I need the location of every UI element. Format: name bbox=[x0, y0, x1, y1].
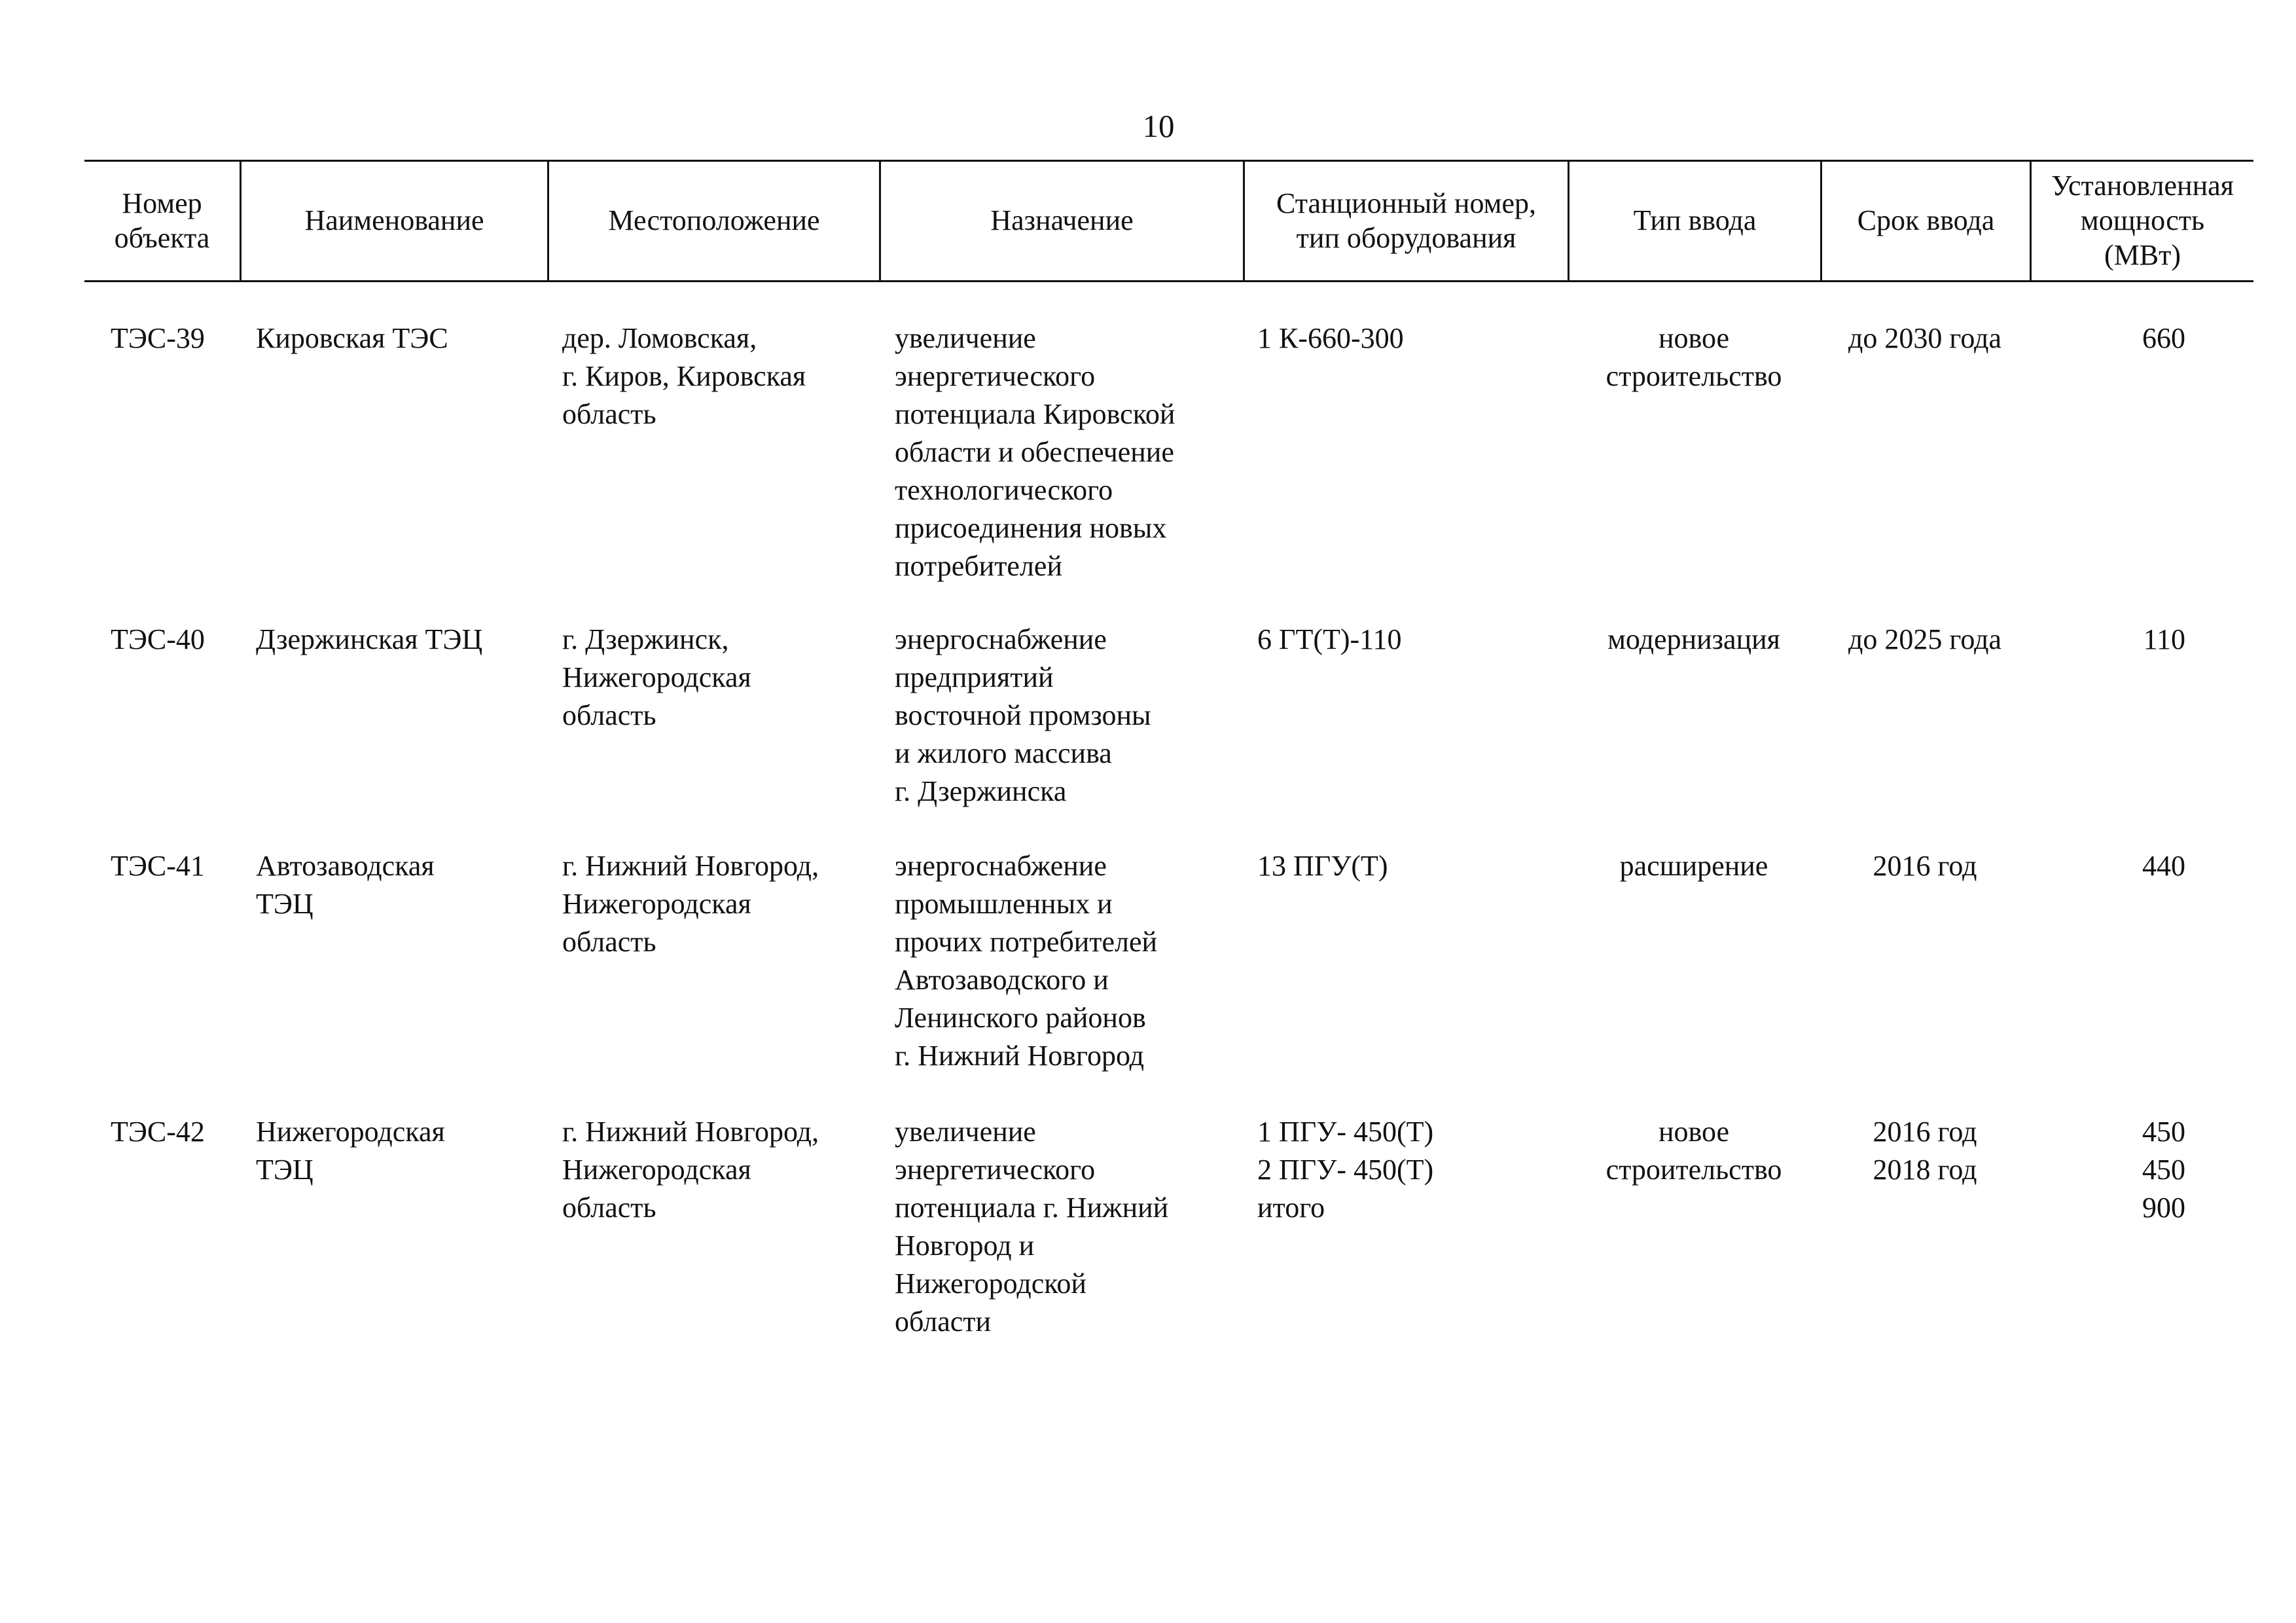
cell-number: ТЭС-41 bbox=[111, 850, 205, 882]
column-header-purpose: Назначение bbox=[879, 162, 1243, 280]
cell-name: Нижегородская ТЭЦ bbox=[256, 1116, 445, 1186]
cell-location: дер. Ломовская, г. Киров, Кировская область bbox=[562, 322, 806, 430]
cell-equipment: 1 К-660-300 bbox=[1257, 322, 1404, 354]
cell-location: г. Дзержинск, Нижегородская область bbox=[562, 623, 751, 731]
cell-name: Кировская ТЭС bbox=[256, 322, 448, 354]
page-number: 10 bbox=[1142, 108, 1175, 144]
cell-input-type: новое строительство bbox=[1605, 322, 1782, 392]
cell-term: до 2030 года bbox=[1848, 322, 2001, 354]
cell-equipment: 6 ГТ(Т)-110 bbox=[1257, 623, 1402, 655]
column-header-capacity: Установленная мощность (МВт) bbox=[2030, 162, 2253, 280]
column-header-equipment: Станционный номер, тип оборудования bbox=[1243, 162, 1568, 280]
column-header-name: Наименование bbox=[240, 162, 547, 280]
cell-input-type: новое строительство bbox=[1605, 1116, 1782, 1186]
column-header-term: Срок ввода bbox=[1820, 162, 2030, 280]
cell-input-type: модернизация bbox=[1607, 623, 1780, 655]
cell-location: г. Нижний Новгород, Нижегородская область bbox=[562, 1116, 819, 1224]
cell-capacity: 450 450 900 bbox=[2142, 1116, 2185, 1224]
column-header-input-type: Тип ввода bbox=[1568, 162, 1820, 280]
cell-number: ТЭС-40 bbox=[111, 623, 205, 655]
cell-number: ТЭС-42 bbox=[111, 1116, 205, 1148]
cell-capacity: 440 bbox=[2142, 850, 2185, 882]
cell-term: 2016 год bbox=[1873, 850, 1977, 882]
cell-location: г. Нижний Новгород, Нижегородская область bbox=[562, 850, 819, 958]
cell-input-type: расширение bbox=[1619, 850, 1768, 882]
cell-capacity: 110 bbox=[2143, 623, 2185, 655]
cell-purpose: энергоснабжение предприятий восточной промзоны и жилого массива г. Дзержинска bbox=[895, 623, 1151, 807]
cell-purpose: увеличение энергетического потенциала г. Нижний Новгород и Нижегородской области bbox=[895, 1116, 1169, 1338]
cell-term: 2016 год 2018 год bbox=[1873, 1116, 1977, 1186]
column-header-number: Номер объекта bbox=[114, 187, 210, 254]
column-header-location: Местоположение bbox=[547, 162, 879, 280]
cell-purpose: увеличение энергетического потенциала Кировской области и обеспечение технологического присоединения новых потребителей bbox=[895, 322, 1175, 582]
cell-equipment: 13 ПГУ(Т) bbox=[1257, 850, 1388, 882]
cell-name: Автозаводская ТЭЦ bbox=[256, 850, 435, 920]
cell-name: Дзержинская ТЭЦ bbox=[256, 623, 483, 655]
cell-number: ТЭС-39 bbox=[111, 322, 205, 354]
table-header bbox=[84, 160, 2253, 282]
cell-capacity: 660 bbox=[2142, 322, 2185, 354]
cell-purpose: энергоснабжение промышленных и прочих потребителей Автозаводского и Ленинского районов г. Нижний Новгород bbox=[895, 850, 1158, 1072]
cell-equipment: 1 ПГУ- 450(Т) 2 ПГУ- 450(Т) итого bbox=[1257, 1116, 1434, 1224]
cell-term: до 2025 года bbox=[1848, 623, 2001, 655]
